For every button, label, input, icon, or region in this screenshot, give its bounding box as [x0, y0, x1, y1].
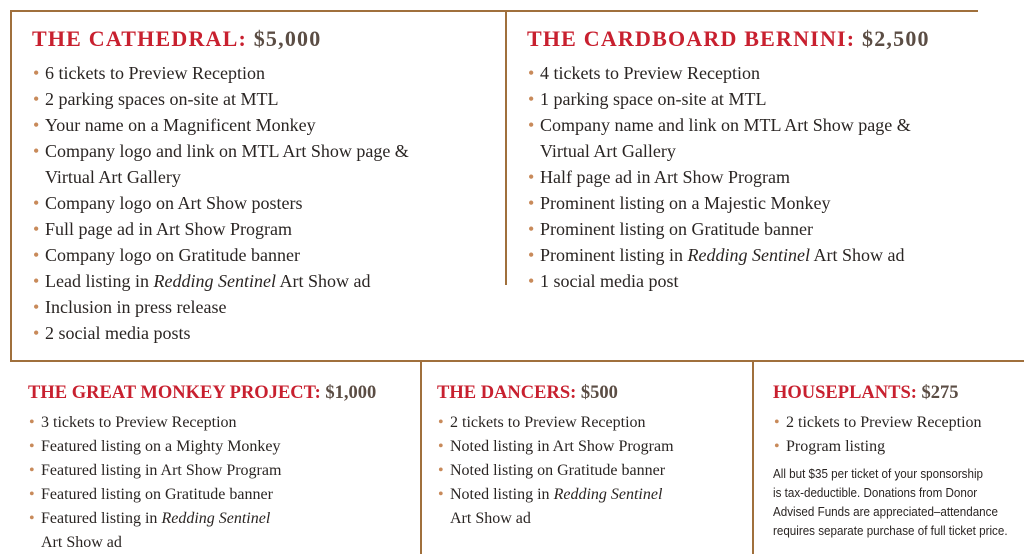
publication-name: Redding Sentinel [553, 485, 663, 503]
publication-name: Redding Sentinel [161, 509, 271, 527]
benefit-item [527, 60, 930, 86]
tier-price: $5,000 [253, 26, 322, 51]
tier-price: $2,500 [862, 26, 930, 51]
benefit-text: 1 parking space on-site at MTL [540, 89, 767, 109]
benefit-text: Inclusion in press release [45, 297, 227, 317]
tier-price: $500 [580, 383, 618, 403]
note-line: requires separate purchase of full ticket price. [773, 523, 1008, 538]
left-rule [10, 10, 12, 362]
bottom-divider-1 [420, 360, 422, 554]
benefit-item [527, 242, 930, 268]
benefit-text: 2 tickets to Preview Reception [450, 413, 646, 431]
benefit-item [32, 190, 409, 216]
note-line: Advised Funds are appreciated–attendance [773, 504, 998, 519]
benefit-text: Prominent listing in [540, 245, 688, 265]
tier-price: $275 [921, 383, 959, 403]
publication-name: Redding Sentinel [687, 245, 810, 265]
tier-cardboard-bernini [527, 28, 930, 294]
bottom-divider-2 [752, 360, 754, 554]
benefit-text: Company name and link on MTL Art Show page & [540, 115, 911, 135]
benefit-item [32, 320, 409, 346]
tier-name: THE CATHEDRAL: [32, 26, 248, 51]
benefit-text: Prominent listing on Gratitude banner [540, 219, 813, 239]
benefit-text: 2 parking spaces on-site at MTL [45, 89, 279, 109]
benefit-item [28, 459, 376, 483]
benefit-text: Art Show ad [450, 509, 531, 527]
benefit-text: Virtual Art Gallery [45, 167, 181, 187]
tier-name: THE DANCERS: [437, 383, 577, 403]
benefit-item [527, 164, 930, 190]
tier-houseplants [773, 384, 1024, 541]
benefit-text: 6 tickets to Preview Reception [45, 63, 265, 83]
tier-cathedral [32, 28, 409, 346]
benefit-item [28, 411, 376, 435]
benefit-text: Noted listing on Gratitude banner [450, 461, 666, 479]
tier-title [527, 28, 930, 50]
benefit-item [32, 60, 409, 86]
benefit-item [527, 268, 930, 294]
benefit-text: Half page ad in Art Show Program [540, 167, 790, 187]
benefit-item [527, 190, 930, 216]
tier-name: THE GREAT MONKEY PROJECT: [28, 383, 321, 403]
benefit-text: Featured listing on a Mighty Monkey [41, 437, 281, 455]
benefit-text: 4 tickets to Preview Reception [540, 63, 760, 83]
benefit-text: Company logo on Art Show posters [45, 193, 303, 213]
tier-great-monkey-project [28, 384, 376, 555]
benefit-item [32, 86, 409, 112]
benefit-text: 2 social media posts [45, 323, 191, 343]
benefit-text: Noted listing in Art Show Program [450, 437, 674, 455]
benefit-item [437, 411, 674, 435]
tier-title [32, 28, 409, 50]
benefit-item [527, 112, 930, 164]
benefit-item [28, 507, 376, 555]
tier-title [28, 384, 376, 403]
benefit-text: Noted listing in [450, 485, 554, 503]
benefit-list [773, 411, 1024, 459]
benefit-list [32, 60, 409, 346]
publication-name: Redding Sentinel [153, 271, 276, 291]
benefit-item [437, 435, 674, 459]
benefit-text: 3 tickets to Preview Reception [41, 413, 237, 431]
benefit-text: 1 social media post [540, 271, 679, 291]
benefit-item [527, 216, 930, 242]
benefit-text: Company logo and link on MTL Art Show page & [45, 141, 409, 161]
benefit-text: Full page ad in Art Show Program [45, 219, 292, 239]
benefit-list [28, 411, 376, 555]
center-top-divider [505, 10, 507, 285]
tier-title [773, 384, 1024, 403]
benefit-text: Featured listing on Gratitude banner [41, 485, 273, 503]
note-line: is tax-deductible. Donations from Donor [773, 485, 978, 500]
benefit-item [32, 138, 409, 190]
benefit-item [773, 435, 1024, 459]
benefit-text: Art Show ad [809, 245, 905, 265]
benefit-item [527, 86, 930, 112]
benefit-text: Your name on a Magnificent Monkey [45, 115, 316, 135]
benefit-list [527, 60, 930, 294]
benefit-text: Art Show ad [275, 271, 371, 291]
benefit-text: 2 tickets to Preview Reception [786, 413, 982, 431]
benefit-item [437, 483, 674, 531]
top-rule [10, 10, 978, 12]
benefit-text: Virtual Art Gallery [540, 141, 676, 161]
benefit-item [32, 216, 409, 242]
benefit-item [28, 483, 376, 507]
tier-name: HOUSEPLANTS: [773, 383, 917, 403]
benefit-text: Prominent listing on a Majestic Monkey [540, 193, 831, 213]
benefit-item [32, 268, 409, 294]
note-line: All but $35 per ticket of your sponsorship [773, 466, 984, 481]
benefit-item [32, 112, 409, 138]
tax-deductible-note [773, 465, 1024, 541]
benefit-list [437, 411, 674, 531]
tier-dancers [437, 384, 674, 531]
benefit-text: Art Show ad [41, 533, 122, 551]
tier-name: THE CARDBOARD BERNINI: [527, 26, 856, 51]
benefit-text: Featured listing in Art Show Program [41, 461, 282, 479]
benefit-item [437, 459, 674, 483]
benefit-text: Lead listing in [45, 271, 154, 291]
middle-rule [10, 360, 1024, 362]
benefit-item [28, 435, 376, 459]
tier-title [437, 384, 674, 403]
tier-price: $1,000 [325, 383, 377, 403]
benefit-text: Featured listing in [41, 509, 162, 527]
benefit-item [773, 411, 1024, 435]
benefit-item [32, 294, 409, 320]
benefit-text: Program listing [786, 437, 886, 455]
benefit-text: Company logo on Gratitude banner [45, 245, 300, 265]
benefit-item [32, 242, 409, 268]
